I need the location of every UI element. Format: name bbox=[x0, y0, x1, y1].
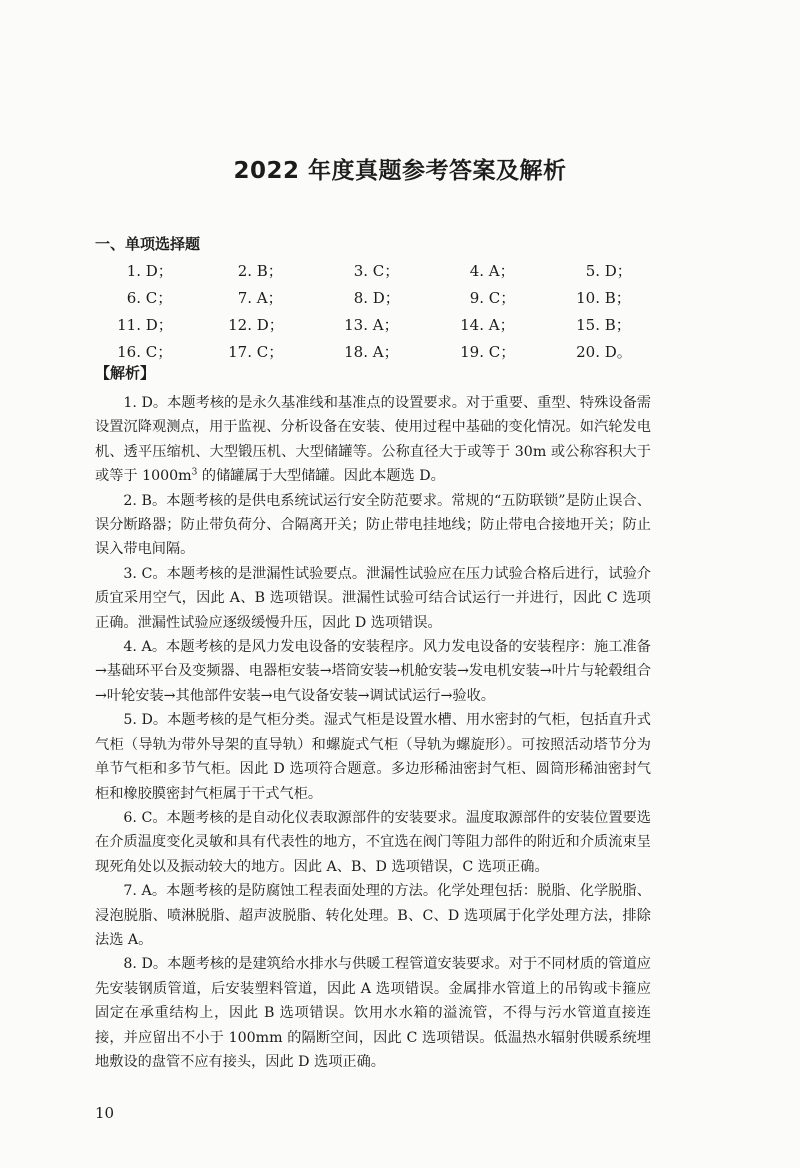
answer-letter: D； bbox=[604, 262, 632, 280]
answer-letter: D； bbox=[256, 316, 284, 334]
question-number: 12. bbox=[228, 316, 252, 334]
answer-letter: D； bbox=[145, 262, 173, 280]
section-heading: 一、单项选择题 bbox=[95, 235, 201, 253]
answer-cell bbox=[438, 258, 558, 285]
question-number: 16. bbox=[117, 343, 141, 361]
answer-cell bbox=[206, 339, 326, 366]
question-number: 13. bbox=[344, 316, 368, 334]
answer-cell bbox=[206, 312, 326, 339]
analysis-body bbox=[95, 391, 651, 1074]
question-number: 4. bbox=[469, 262, 484, 280]
answer-cell bbox=[322, 258, 442, 285]
answer-grid bbox=[95, 258, 655, 366]
analysis-paragraph-6: 6. C。本题考核的是自动化仪表取源部件的安装要求。温度取源部件的安装位置要选在介质温度变化灵敏和具有代表性的地方，不宜选在阀门等阻力部件的附近和介质流束呈现死角处以及振动较大的地方。因此 A、B、D 选项错误，C 选项正确。 bbox=[95, 809, 651, 875]
analysis-label: 【解析】 bbox=[95, 364, 156, 382]
paragraph-text: 1. D。本题考核的是永久基准线和基准点的设置要求。对于重要、重型、特殊设备需设置沉降观测点，用于监视、分析设备在安装、使用过程中基础的变化情况。如汽轮发电机、透平压缩机、大型锻压机、大型储罐等。公称直径大于或等于 30m 或公称容积大于或等于 1000m bbox=[95, 395, 651, 485]
answer-letter: B； bbox=[604, 316, 631, 334]
page-number: 10 bbox=[95, 1104, 115, 1122]
answer-cell bbox=[322, 312, 442, 339]
answer-cell bbox=[322, 285, 442, 312]
analysis-paragraph-7: 7. A。本题考核的是防腐蚀工程表面处理的方法。化学处理包括：脱脂、化学脱脂、浸泡脱脂、喷淋脱脂、超声波脱脂、转化处理。B、C、D 选项属于化学处理方法，排除法选 A。 bbox=[95, 883, 651, 948]
answer-cell bbox=[206, 285, 326, 312]
question-number: 14. bbox=[460, 316, 484, 334]
answer-letter: B； bbox=[256, 262, 283, 280]
answer-cell bbox=[438, 339, 558, 366]
question-number: 20. bbox=[576, 343, 600, 361]
question-number: 19. bbox=[460, 343, 484, 361]
question-number: 7. bbox=[237, 289, 252, 307]
answer-letter: B； bbox=[604, 289, 631, 307]
question-number: 11. bbox=[117, 316, 141, 334]
answer-row bbox=[95, 312, 655, 339]
answer-letter: A； bbox=[256, 289, 283, 307]
question-number: 17. bbox=[228, 343, 252, 361]
answer-letter: C； bbox=[145, 289, 173, 307]
analysis-paragraph-3: 3. C。本题考核的是泄漏性试验要点。泄漏性试验应在压力试验合格后进行，试验介质宜采用空气，因此 A、B 选项错误。泄漏性试验可结合试运行一并进行，因此 C 选项正确。泄漏性试验应逐级缓慢升压，因此 D 选项错误。 bbox=[95, 565, 651, 631]
answer-letter: A； bbox=[488, 262, 515, 280]
answer-cell bbox=[206, 258, 326, 285]
answer-cell bbox=[554, 339, 674, 366]
question-number: 5. bbox=[585, 262, 600, 280]
answer-cell bbox=[554, 285, 674, 312]
answer-cell bbox=[95, 285, 215, 312]
answer-letter: C； bbox=[488, 289, 516, 307]
answer-letter: C； bbox=[488, 343, 516, 361]
question-number: 10. bbox=[576, 289, 600, 307]
answer-letter: D； bbox=[372, 289, 400, 307]
analysis-paragraph-5: 5. D。本题考核的是气柜分类。湿式气柜是设置水槽、用水密封的气柜，包括直升式气柜（导轨为带外导架的直导轨）和螺旋式气柜（导轨为螺旋形）。可按照活动塔节分为单节气柜和多节气柜。因此 D 选项符合题意。多边形稀油密封气柜、圆筒形稀油密封气柜和橡胶膜密封气柜属于干式气柜。 bbox=[95, 712, 651, 802]
answer-cell bbox=[554, 258, 674, 285]
analysis-paragraph-1 bbox=[95, 391, 651, 489]
question-number: 8. bbox=[353, 289, 368, 307]
question-number: 9. bbox=[469, 289, 484, 307]
answer-cell bbox=[438, 285, 558, 312]
question-number: 2. bbox=[237, 262, 252, 280]
superscript: 3 bbox=[191, 467, 198, 478]
question-number: 6. bbox=[126, 289, 141, 307]
answer-cell bbox=[95, 312, 215, 339]
answer-row bbox=[95, 339, 655, 366]
answer-row bbox=[95, 258, 655, 285]
answer-cell bbox=[322, 339, 442, 366]
answer-letter: A； bbox=[372, 316, 399, 334]
answer-row bbox=[95, 285, 655, 312]
paragraph-text: 的储罐属于大型储罐。因此本题选 D。 bbox=[197, 468, 445, 485]
answer-letter: D； bbox=[145, 316, 173, 334]
answer-letter: A； bbox=[488, 316, 515, 334]
question-number: 18. bbox=[344, 343, 368, 361]
question-number: 15. bbox=[576, 316, 600, 334]
page-title: 2022 年度真题参考答案及解析 bbox=[233, 158, 567, 184]
analysis-paragraph-2: 2. B。本题考核的是供电系统试运行安全防范要求。常规的“五防联锁”是防止误合、误分断路器；防止带负荷分、合隔离开关；防止带电挂地线；防止带电合接地开关；防止误入带电间隔。 bbox=[95, 492, 651, 558]
answer-cell bbox=[438, 312, 558, 339]
answer-letter: C； bbox=[256, 343, 284, 361]
answer-letter: C； bbox=[145, 343, 173, 361]
analysis-paragraph-4: 4. A。本题考核的是风力发电设备的安装程序。风力发电设备的安装程序：施工准备→基础环平台及变频器、电器柜安装→塔筒安装→机舱安装→发电机安装→叶片与轮毂组合→叶轮安装→其他部件安装→电气设备安装→调试试运行→验收。 bbox=[95, 639, 652, 704]
answer-letter: C； bbox=[372, 262, 400, 280]
analysis-paragraph-8: 8. D。本题考核的是建筑给水排水与供暖工程管道安装要求。对于不同材质的管道应先安装钢质管道，后安装塑料管道，因此 A 选项错误。金属排水管道上的吊钩或卡箍应固定在承重结构上，因此 B 选项错误。饮用水水箱的溢流管，不得与污水管道直接连接，并应留出不小于 100mm 的隔断空间，因此 C 选项错误。低温热水辐射供暖系统埋地敷设的盘管不应有接头，因此 D 选项正确。 bbox=[95, 956, 651, 1070]
answer-letter: A； bbox=[372, 343, 399, 361]
answer-letter: D。 bbox=[604, 343, 632, 361]
answer-cell bbox=[95, 258, 215, 285]
question-number: 3. bbox=[353, 262, 368, 280]
answer-cell bbox=[554, 312, 674, 339]
question-number: 1. bbox=[126, 262, 141, 280]
